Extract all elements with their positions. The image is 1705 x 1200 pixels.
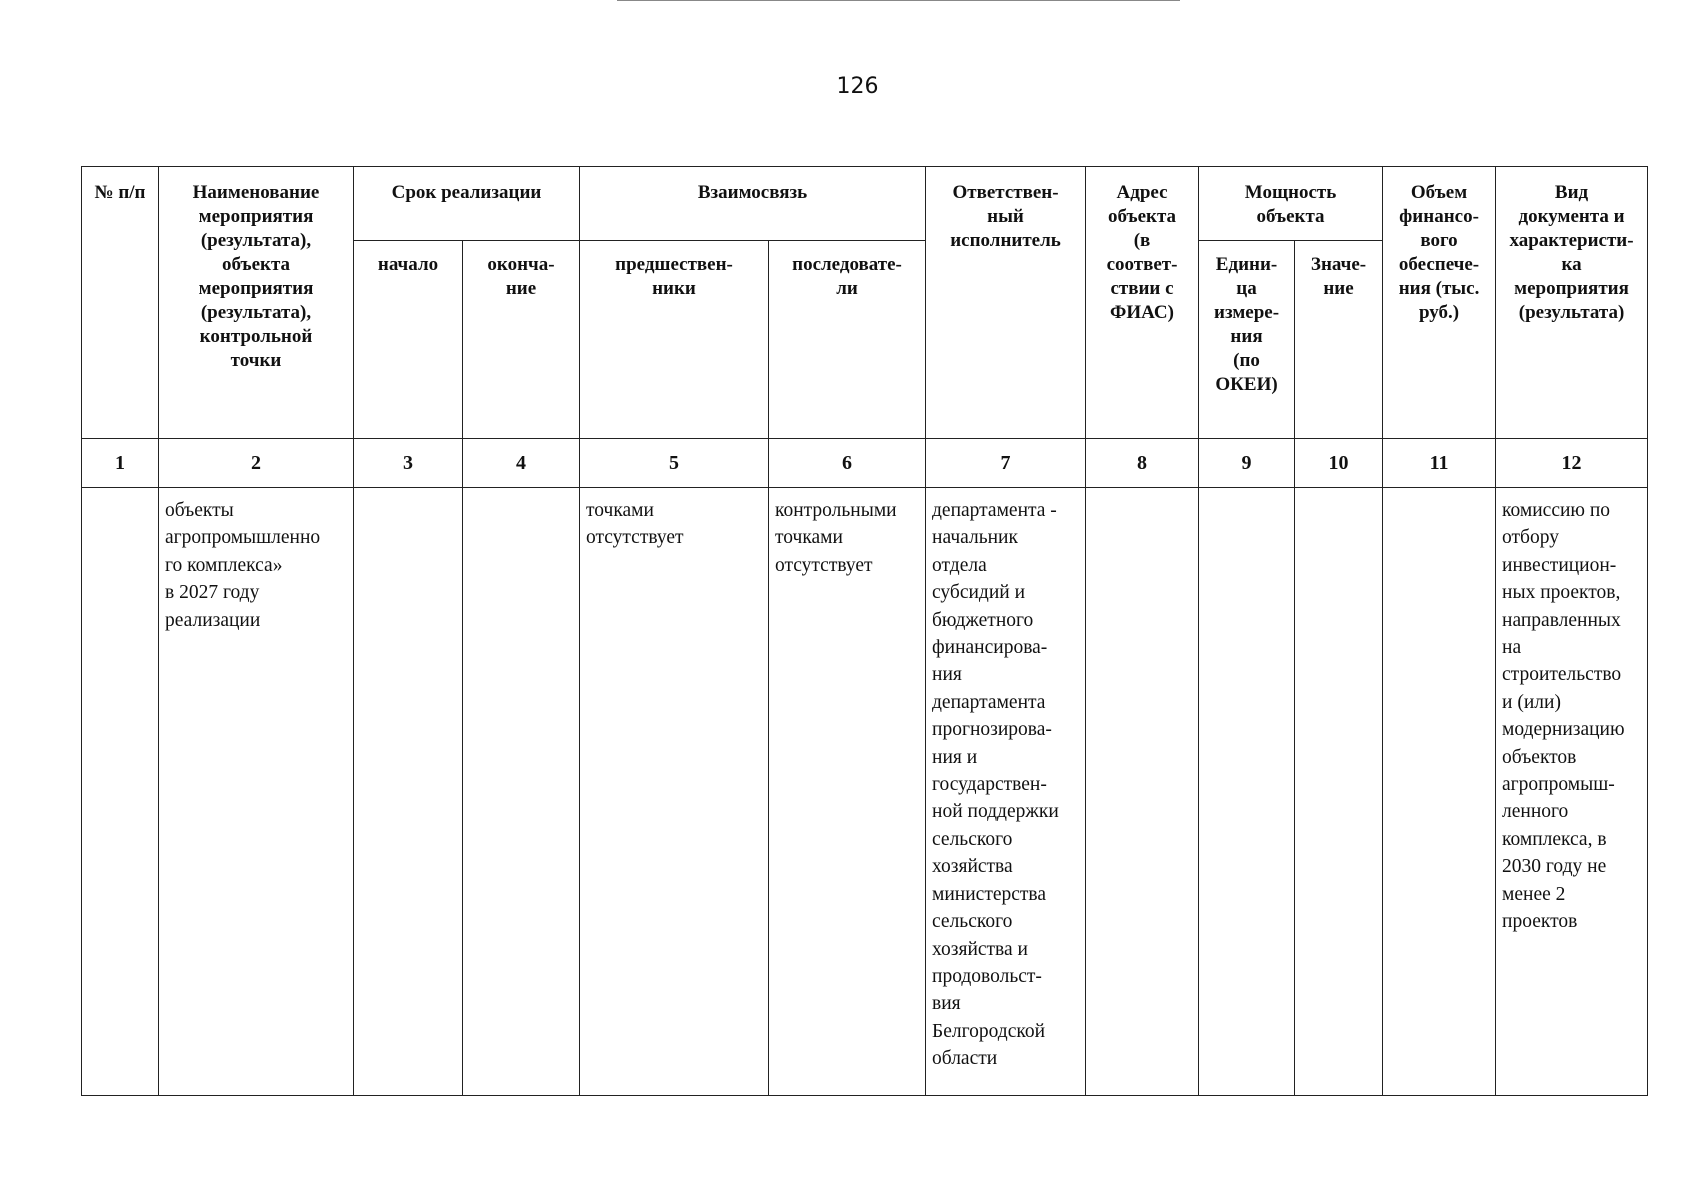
header-term-start: начало xyxy=(354,241,463,439)
column-number: 4 xyxy=(463,439,580,488)
header-term-end: оконча- ние xyxy=(463,241,580,439)
column-number: 1 xyxy=(82,439,159,488)
cell-next: контрольными точками отсутствует xyxy=(769,488,926,1096)
header-link-prev: предшествен- ники xyxy=(580,241,769,439)
header-address: Адрес объекта (в соответ- ствии с ФИАС) xyxy=(1086,167,1199,439)
cell-finance xyxy=(1383,488,1496,1096)
header-capacity-unit: Едини- ца измере- ния (по ОКЕИ) xyxy=(1199,241,1295,439)
cell-num xyxy=(82,488,159,1096)
header-link-next: последовате- ли xyxy=(769,241,926,439)
header-capacity: Мощность объекта xyxy=(1199,167,1383,241)
cell-end xyxy=(463,488,580,1096)
column-number: 8 xyxy=(1086,439,1199,488)
cell-doc-type: комиссию по отбору инвестицион- ных проектов, направленных на строительство и (или) модернизацию объектов агропромыш- ленного комплекса, в 2030 году не менее 2 проектов xyxy=(1496,488,1648,1096)
header-capacity-value: Значе- ние xyxy=(1295,241,1383,439)
header-term: Срок реализации xyxy=(354,167,580,241)
cell-address xyxy=(1086,488,1199,1096)
page-number: 126 xyxy=(836,74,879,99)
measures-table xyxy=(81,166,1648,1096)
cell-unit xyxy=(1199,488,1295,1096)
header-name: Наименование мероприятия (результата), объекта мероприятия (результата), контрольной точки xyxy=(159,167,354,439)
column-number: 2 xyxy=(159,439,354,488)
cell-start xyxy=(354,488,463,1096)
header-responsible: Ответствен- ный исполнитель xyxy=(926,167,1086,439)
column-number-row xyxy=(82,439,1648,488)
column-number: 9 xyxy=(1199,439,1295,488)
header-num: № п/п xyxy=(82,167,159,439)
column-number: 11 xyxy=(1383,439,1496,488)
column-number: 7 xyxy=(926,439,1086,488)
column-number: 3 xyxy=(354,439,463,488)
header-link: Взаимосвязь xyxy=(580,167,926,241)
header-row-top xyxy=(82,167,1648,241)
cell-prev: точками отсутствует xyxy=(580,488,769,1096)
scan-edge-line xyxy=(1030,0,1180,1)
cell-name: объекты агропромышленно го комплекса» в 2027 году реализации xyxy=(159,488,354,1096)
cell-value xyxy=(1295,488,1383,1096)
header-finance: Объем финансо- вого обеспече- ния (тыс. руб.) xyxy=(1383,167,1496,439)
column-number: 6 xyxy=(769,439,926,488)
header-doc-type: Вид документа и характеристи- ка мероприятия (результата) xyxy=(1496,167,1648,439)
cell-responsible: департамента - начальник отдела субсидий и бюджетного финансирова- ния департамента прогнозирова- ния и государствен- ной поддержки сельского хозяйства министерства сельского хозяйства и продовольст- вия Белгородской области xyxy=(926,488,1086,1096)
column-number: 10 xyxy=(1295,439,1383,488)
column-number: 5 xyxy=(580,439,769,488)
column-number: 12 xyxy=(1496,439,1648,488)
table-row xyxy=(82,488,1648,1096)
